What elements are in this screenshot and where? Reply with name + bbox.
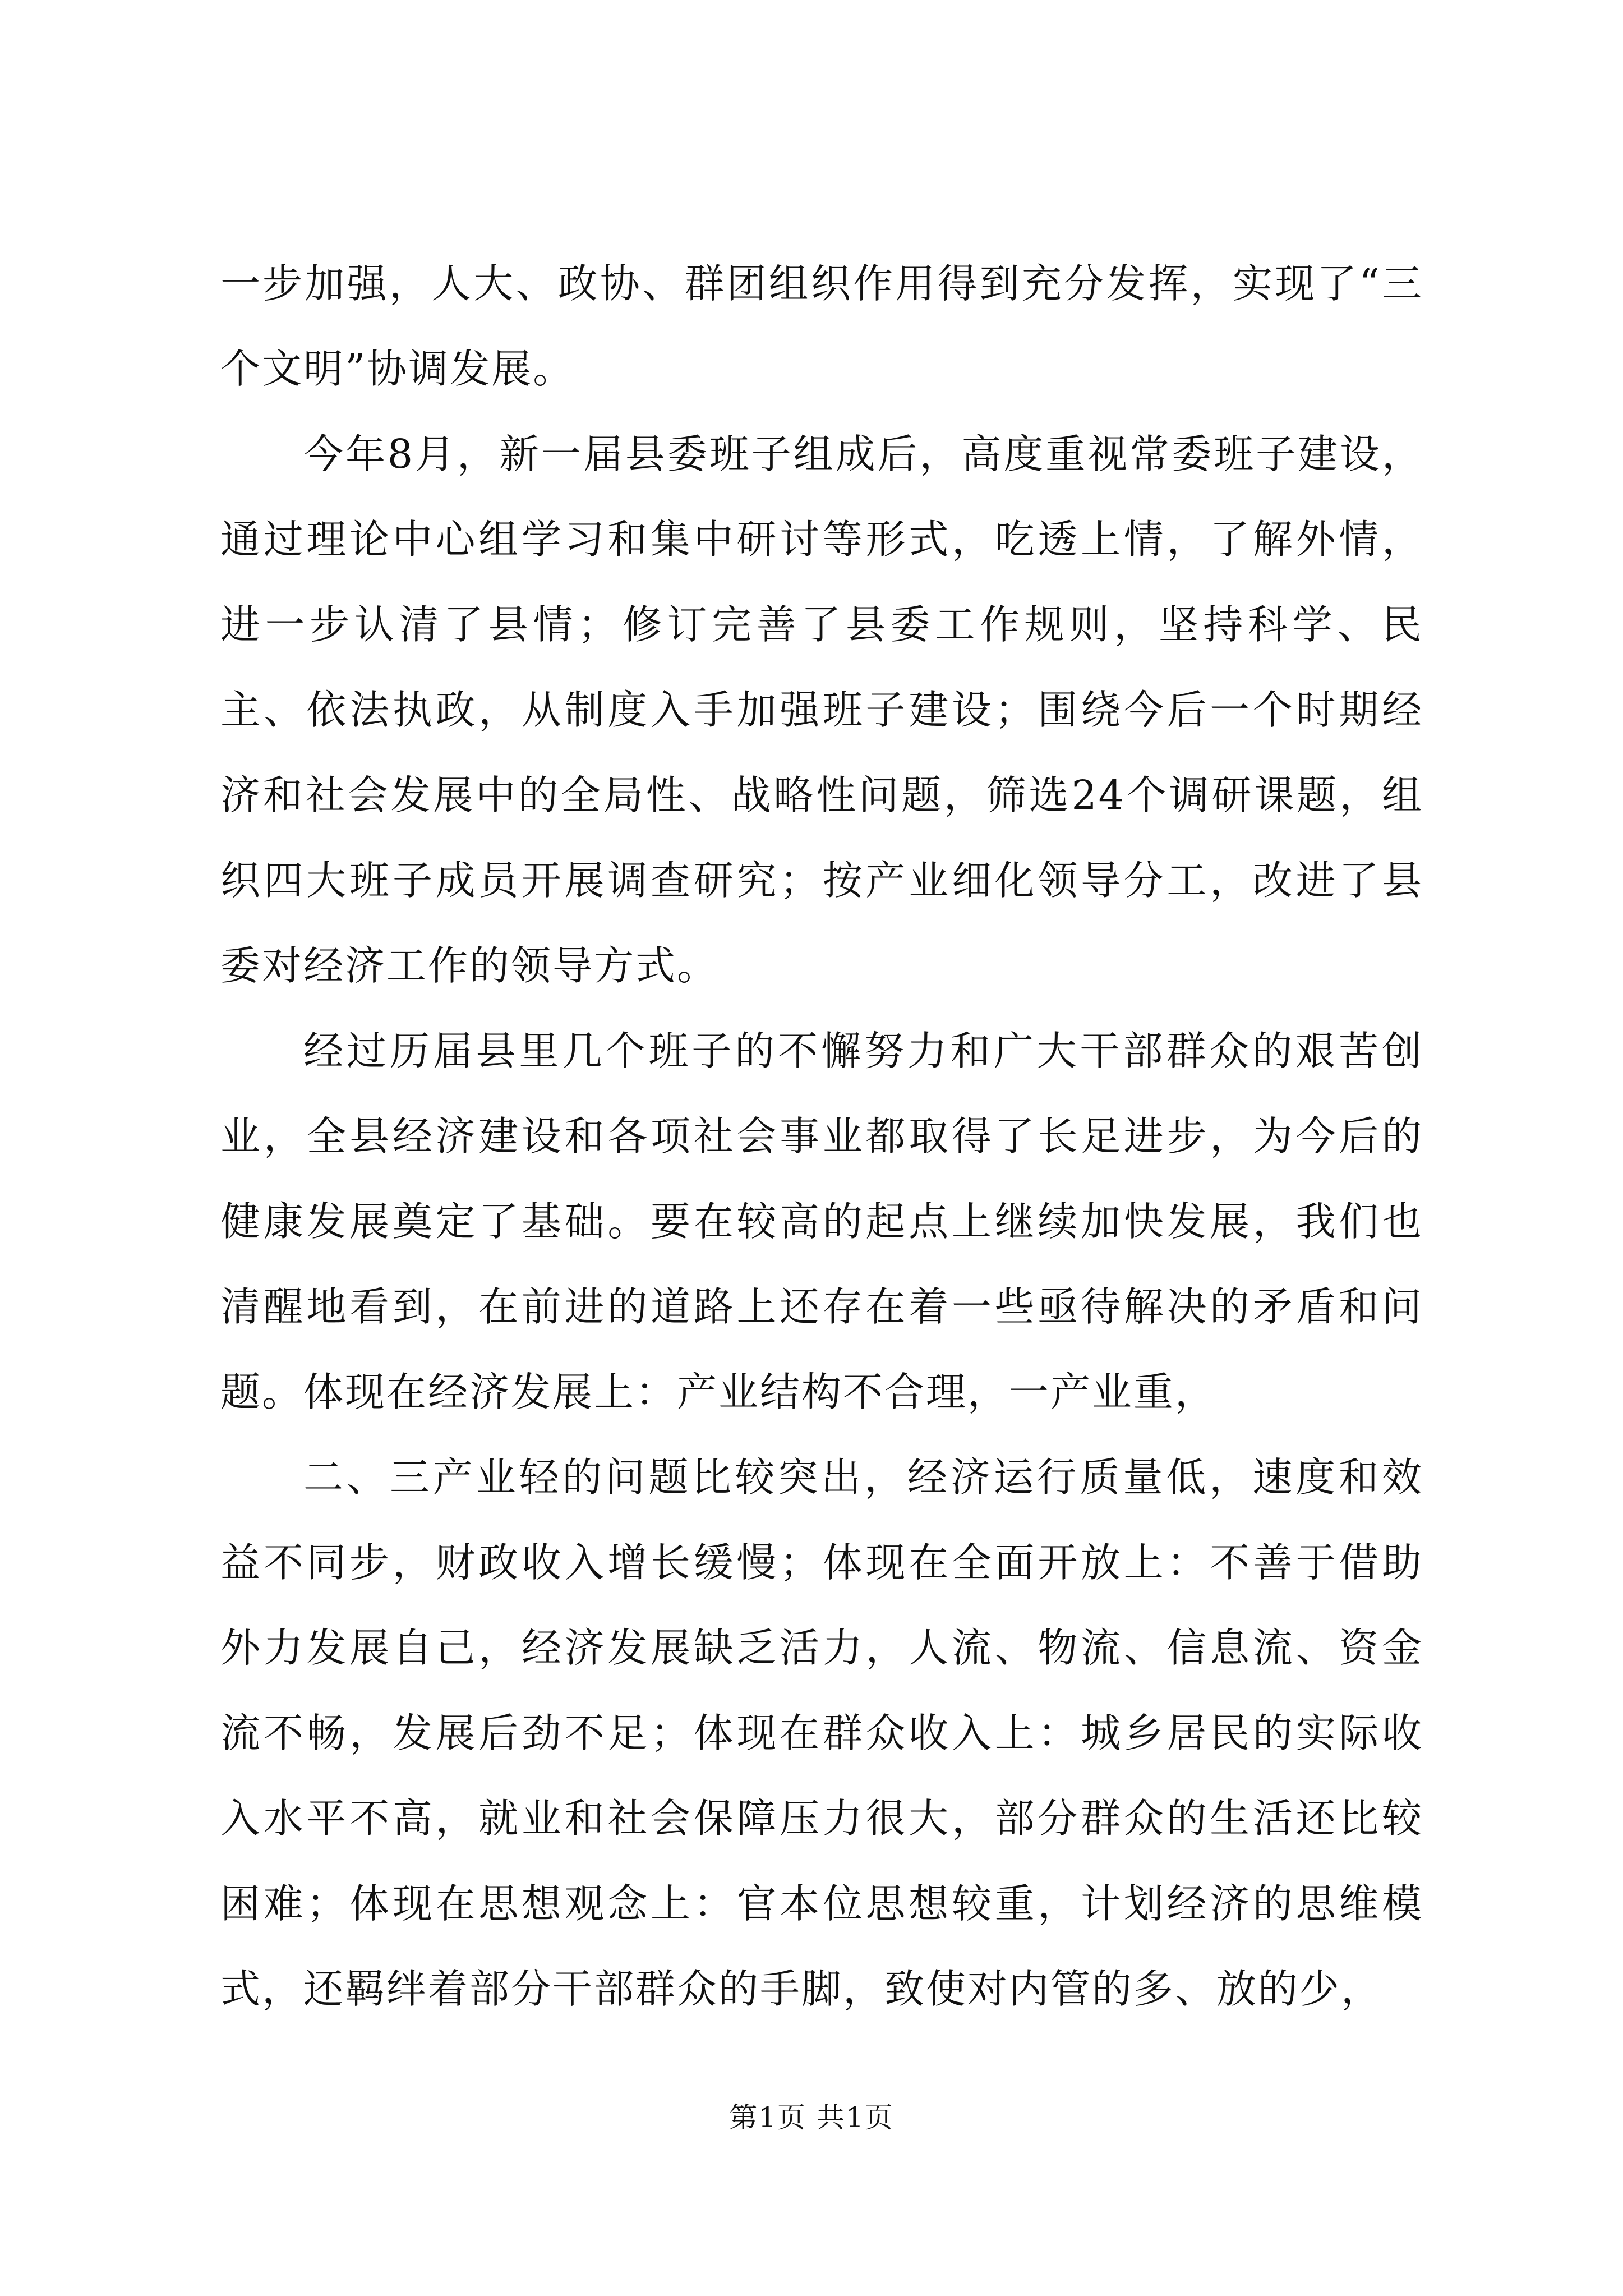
paragraph-3: 经过历届县里几个班子的不懈努力和广大干部群众的艰苦创业，全县经济建设和各项社会事业都取得了长足进步，为今后的健康发展奠定了基础。要在较高的起点上继续加快发展，我们也清醒地看到，在前进的道路上还存在着一些亟待解决的矛盾和问题。体现在经济发展上：产业结构不合理，一产业重， (220, 1028, 1423, 1415)
page-footer: 第1页 共1页 (729, 2101, 894, 2134)
paragraph-4: 二、三产业轻的问题比较突出，经济运行质量低，速度和效益不同步，财政收入增长缓慢；体现在全面开放上：不善于借助外力发展自己，经济发展缺乏活力，人流、物流、信息流、资金流不畅，发展后劲不足；体现在群众收入上：城乡居民的实际收入水平不高，就业和社会保障压力很大，部分群众的生活还比较困难；体现在思想观念上：官本位思想较重，计划经济的思维模式，还羁绊着部分干部群众的手脚，致使对内管的多、放的少， (220, 1454, 1423, 2012)
document-body (220, 241, 1423, 2032)
paragraph-1: 一步加强，人大、政协、群团组织作用得到充分发挥，实现了“三个文明”协调发展。 (220, 260, 1423, 392)
paragraph-2: 今年8月，新一届县委班子组成后，高度重视常委班子建设，通过理论中心组学习和集中研讨等形式，吃透上情，了解外情，进一步认清了县情；修订完善了县委工作规则，坚持科学、民主、依法执政，从制度入手加强班子建设；围绕今后一个时期经济和社会发展中的全局性、战略性问题，筛选24个调研课题，组织四大班子成员开展调查研究；按产业细化领导分工，改进了县委对经济工作的领导方式。 (220, 431, 1423, 989)
